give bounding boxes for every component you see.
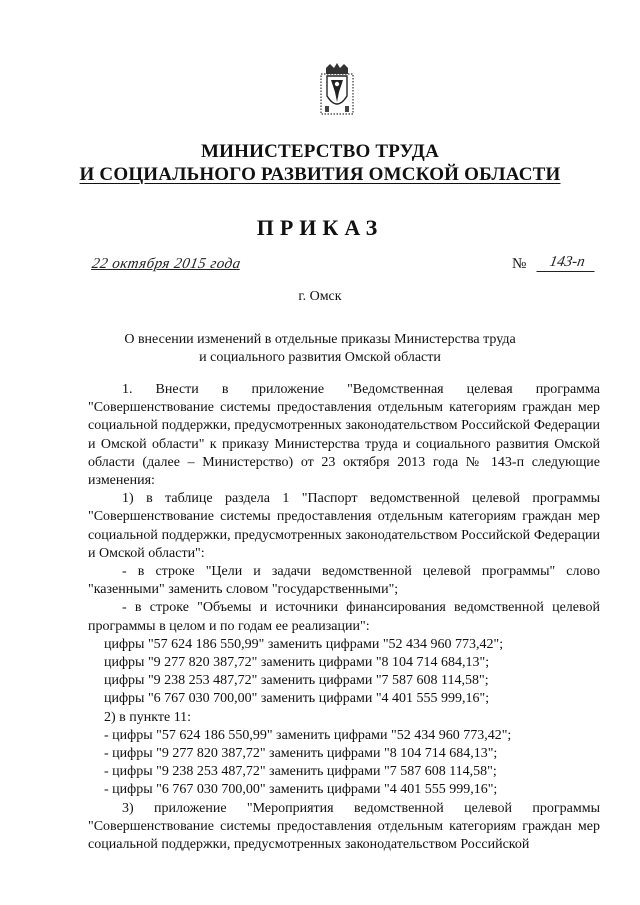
list-item: - цифры "9 277 820 387,72" заменить цифрами "8 104 714 684,13";	[104, 746, 498, 762]
order-body	[88, 381, 600, 854]
order-subject: О внесении изменений в отдельные приказы Министерства труда и социального развития Омской области	[124, 332, 516, 365]
order-number-label: №	[512, 256, 527, 272]
list-item: цифры "6 767 030 700,00" заменить цифрами "4 401 555 999,16";	[104, 691, 490, 707]
list-item: цифры "9 277 820 387,72" заменить цифрами "8 104 714 684,13";	[104, 655, 490, 671]
list-item: - цифры "57 624 186 550,99" заменить цифрами "52 434 960 773,42";	[104, 727, 512, 743]
city-line: г. Омск	[298, 289, 342, 304]
coat-of-arms-emblem	[318, 62, 356, 118]
ministry-name-line2: И СОЦИАЛЬНОГО РАЗВИТИЯ ОМСКОЙ ОБЛАСТИ	[79, 164, 561, 185]
list-item: - цифры "9 238 253 487,72" заменить цифрами "7 587 608 114,58";	[104, 764, 497, 780]
document-type-title: ПРИКАЗ	[256, 215, 384, 240]
ministry-name-line1: МИНИСТЕРСТВО ТРУДА	[201, 141, 439, 162]
paragraph-subitem-2: 2) в пункте 11:	[104, 709, 192, 725]
handwritten-date: 22 октября 2015 года	[90, 256, 243, 272]
paragraph-subitem-3: 3) приложение "Мероприятия ведомственной целевой программы "Совершенствование системы предоставления отдельным категориям граждан мер социальной поддержки, предусмотренных законодательством Российской	[88, 800, 600, 853]
list-item: цифры "57 624 186 550,99" заменить цифрами "52 434 960 773,42";	[104, 636, 504, 652]
list-item: - цифры "6 767 030 700,00" заменить цифрами "4 401 555 999,16";	[104, 782, 498, 798]
paragraph-goals-row: - в строке "Цели и задачи ведомственной целевой программы" слово "казенными" заменить словом "государственными";	[88, 564, 600, 598]
paragraph-funding-row: - в строке "Объемы и источники финансирования ведомственной целевой программы в целом и по годам ее реализации":	[88, 600, 600, 634]
paragraph-subitem-1: 1) в таблице раздела 1 "Паспорт ведомственной целевой программы "Совершенствование системы предоставления отдельным категориям граждан мер социальной поддержки, предусмотренных законодательством Российской Федерации и Омской области":	[88, 491, 600, 561]
handwritten-order-number: 143-п	[536, 254, 597, 272]
paragraph-item-1: 1. Внести в приложение "Ведомственная целевая программа "Совершенствование системы предоставления отдельным категориям граждан мер социальной поддержки, предусмотренных законодательством Российской Федерации и Омской области" к приказу Министерства труда и социального развития Омской области (далее – Министерство) от 23 октября 2013 года № 143-п следующие изменения:	[88, 382, 600, 489]
list-item: цифры "9 238 253 487,72" заменить цифрами "7 587 608 114,58";	[104, 673, 489, 689]
